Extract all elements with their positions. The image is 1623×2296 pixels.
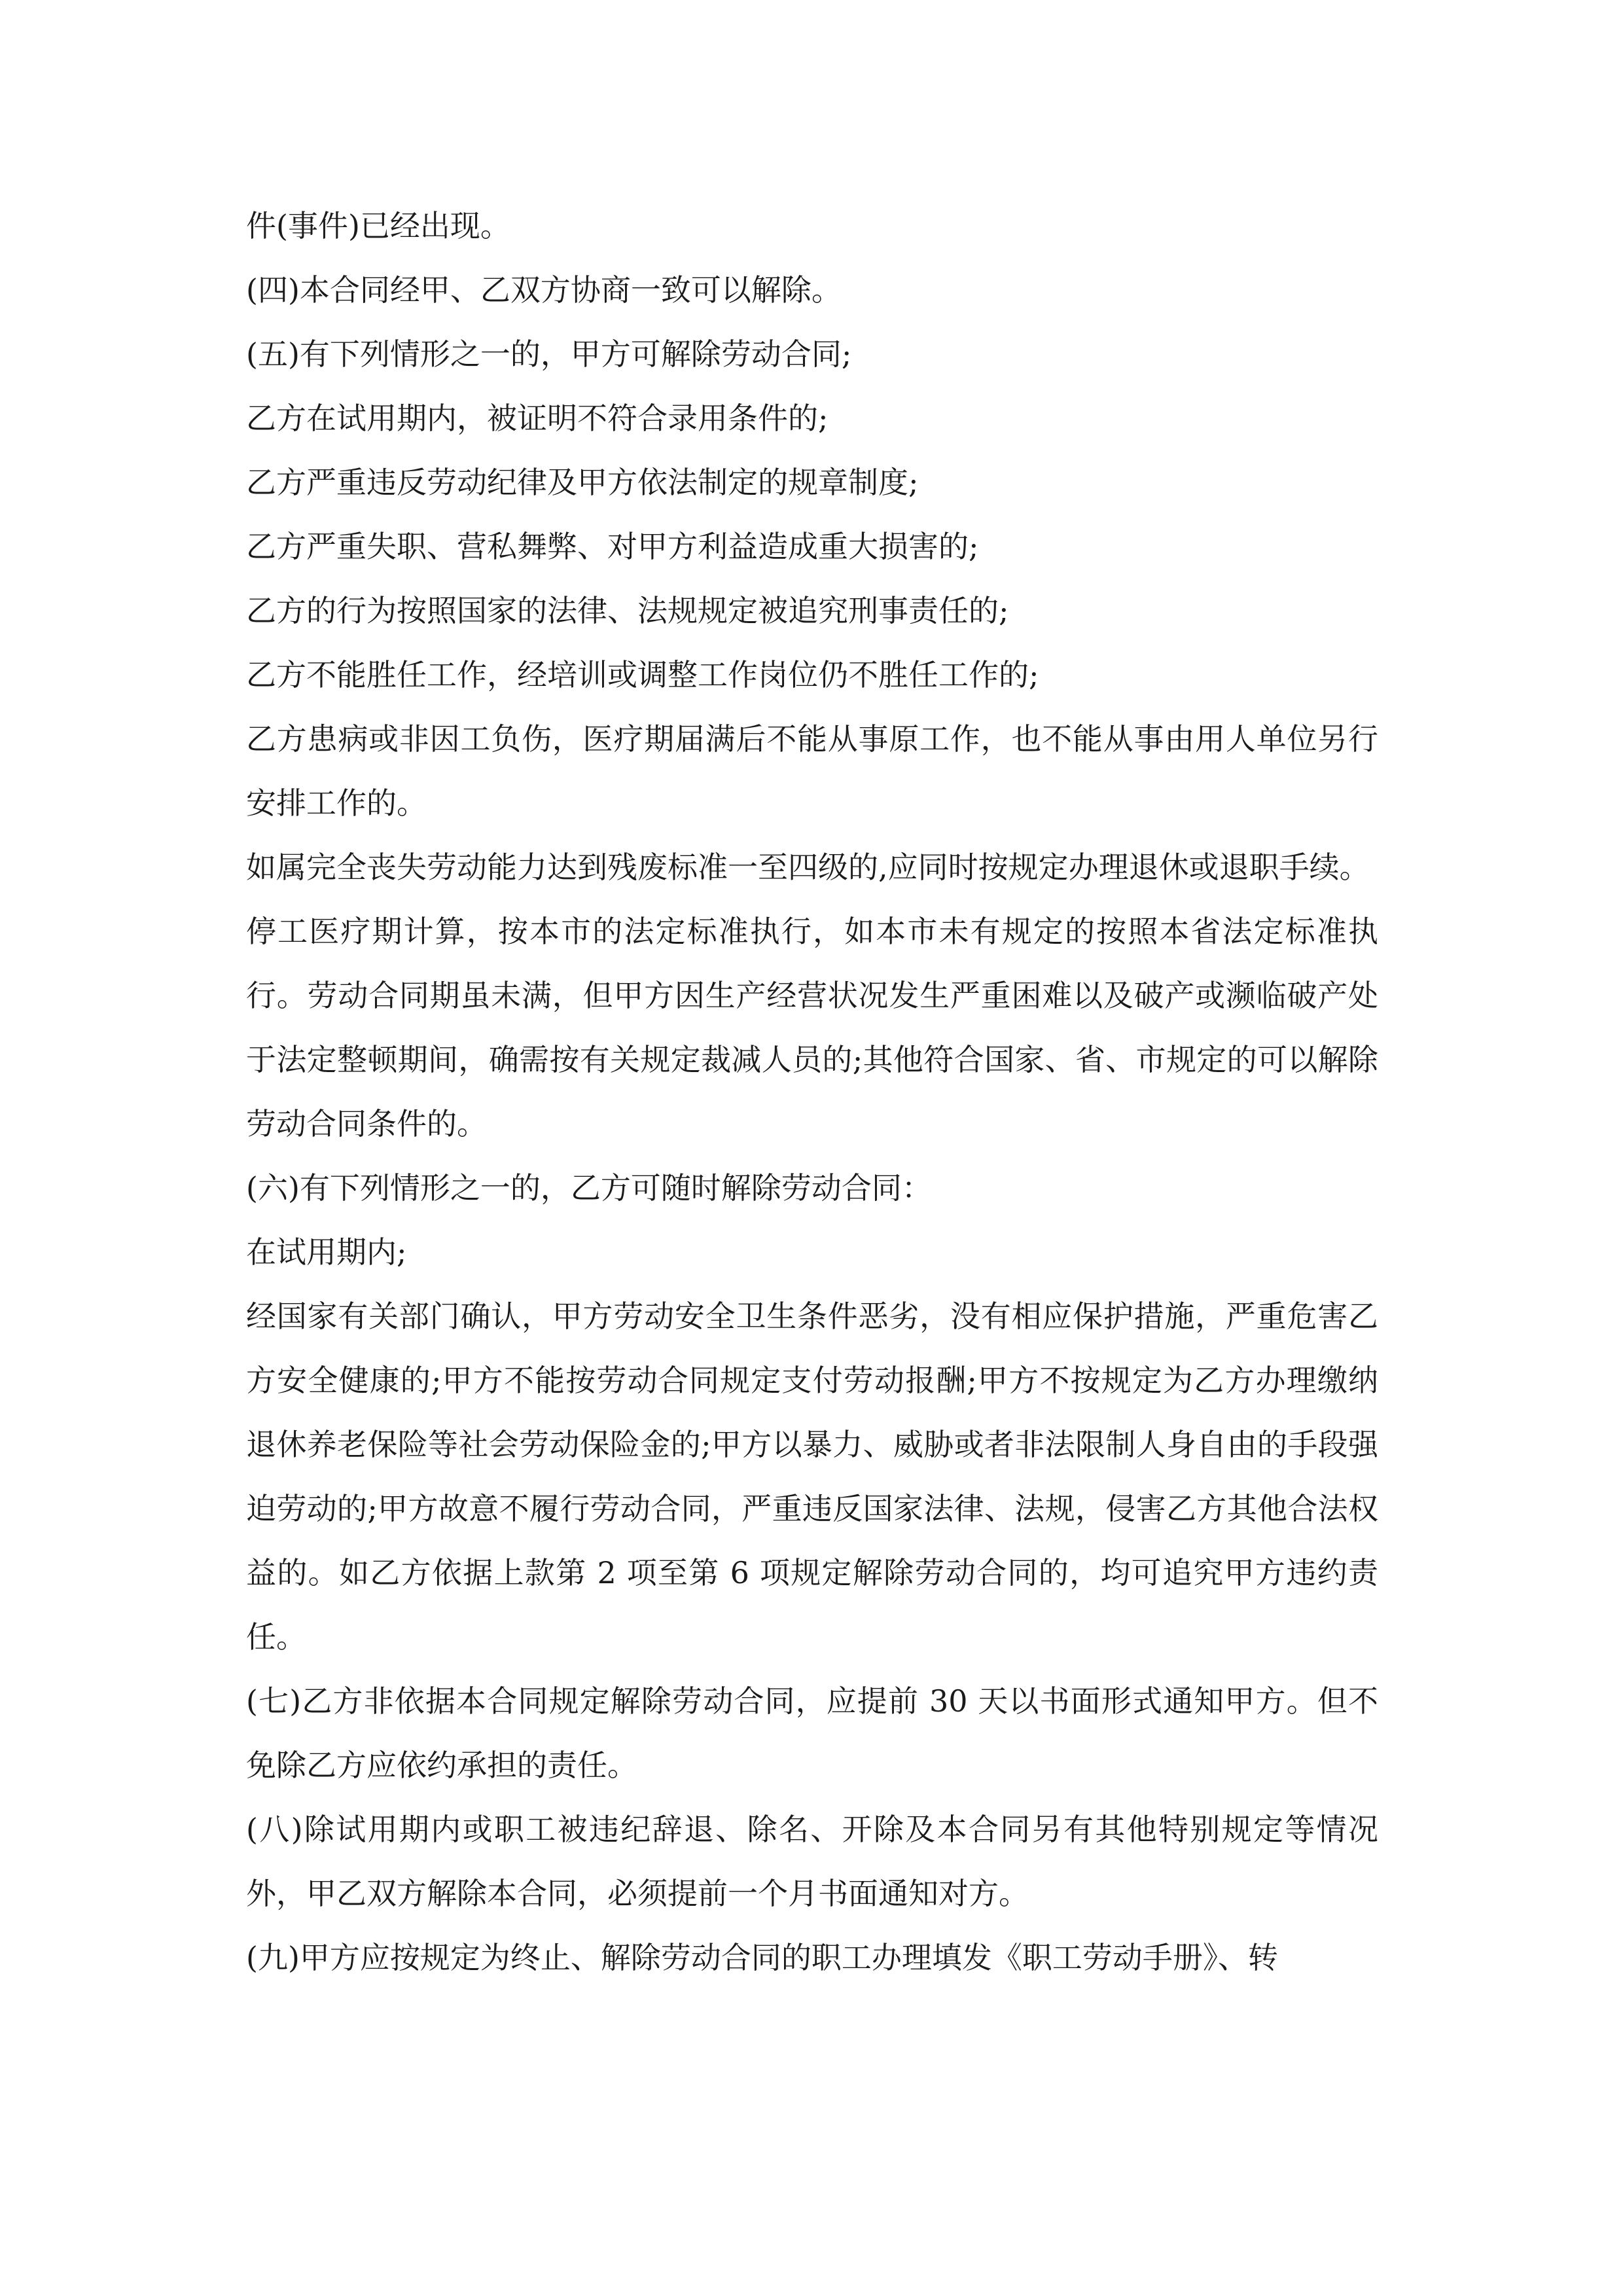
paragraph-13: 在试用期内; [246,1234,407,1270]
paragraph-17: (九)甲方应按规定为终止、解除劳动合同的职工办理填发《职工劳动手册》、转 [246,1940,1278,1975]
paragraph-12: (六)有下列情形之一的，乙方可随时解除劳动合同： [246,1170,932,1206]
paragraph-7: 乙方的行为按照国家的法律、法规规定被追究刑事责任的; [246,593,1009,628]
paragraph-9: 乙方患病或非因工负伤，医疗期届满后不能从事原工作，也不能从事由用人单位另行安排工作的。 [246,721,1378,821]
paragraph-11: 停工医疗期计算，按本市的法定标准执行，如本市未有规定的按照本省法定标准执行。劳动合同期虽未满，但甲方因生产经营状况发生严重困难以及破产或濒临破产处于法定整顿期间，确需按有关规定裁减人员的;其他符合国家、省、市规定的可以解除劳动合同条件的。 [246,914,1378,1141]
paragraph-15: (七)乙方非依据本合同规定解除劳动合同，应提前 30 天以书面形式通知甲方。但不免除乙方应依约承担的责任。 [246,1683,1378,1783]
document-body [246,194,1378,1990]
paragraph-10: 如属完全丧失劳动能力达到残废标准一至四级的,应同时按规定办理退休或退职手续。 [246,850,1370,885]
paragraph-14: 经国家有关部门确认，甲方劳动安全卫生条件恶劣，没有相应保护措施，严重危害乙方安全健康的;甲方不能按劳动合同规定支付劳动报酬;甲方不按规定为乙方办理缴纳退休养老保险等社会劳动保险金的;甲方以暴力、威胁或者非法限制人身自由的手段强迫劳动的;甲方故意不履行劳动合同，严重违反国家法律、法规，侵害乙方其他合法权益的。如乙方依据上款第 2 项至第 6 项规定解除劳动合同的，均可追究甲方违约责任。 [246,1299,1378,1655]
paragraph-5: 乙方严重违反劳动纪律及甲方依法制定的规章制度; [246,465,919,500]
paragraph-6: 乙方严重失职、营私舞弊、对甲方利益造成重大损害的; [246,529,979,564]
paragraph-3: (五)有下列情形之一的，甲方可解除劳动合同; [246,336,852,372]
paragraph-2: (四)本合同经甲、乙双方协商一致可以解除。 [246,272,842,308]
paragraph-1: 件(事件)已经出现。 [246,208,510,243]
paragraph-4: 乙方在试用期内，被证明不符合录用条件的; [246,401,829,436]
paragraph-8: 乙方不能胜任工作，经培训或调整工作岗位仍不胜任工作的; [246,657,1039,692]
paragraph-16: (八)除试用期内或职工被违纪辞退、除名、开除及本合同另有其他特别规定等情况外，甲乙双方解除本合同，必须提前一个月书面通知对方。 [246,1812,1378,1911]
